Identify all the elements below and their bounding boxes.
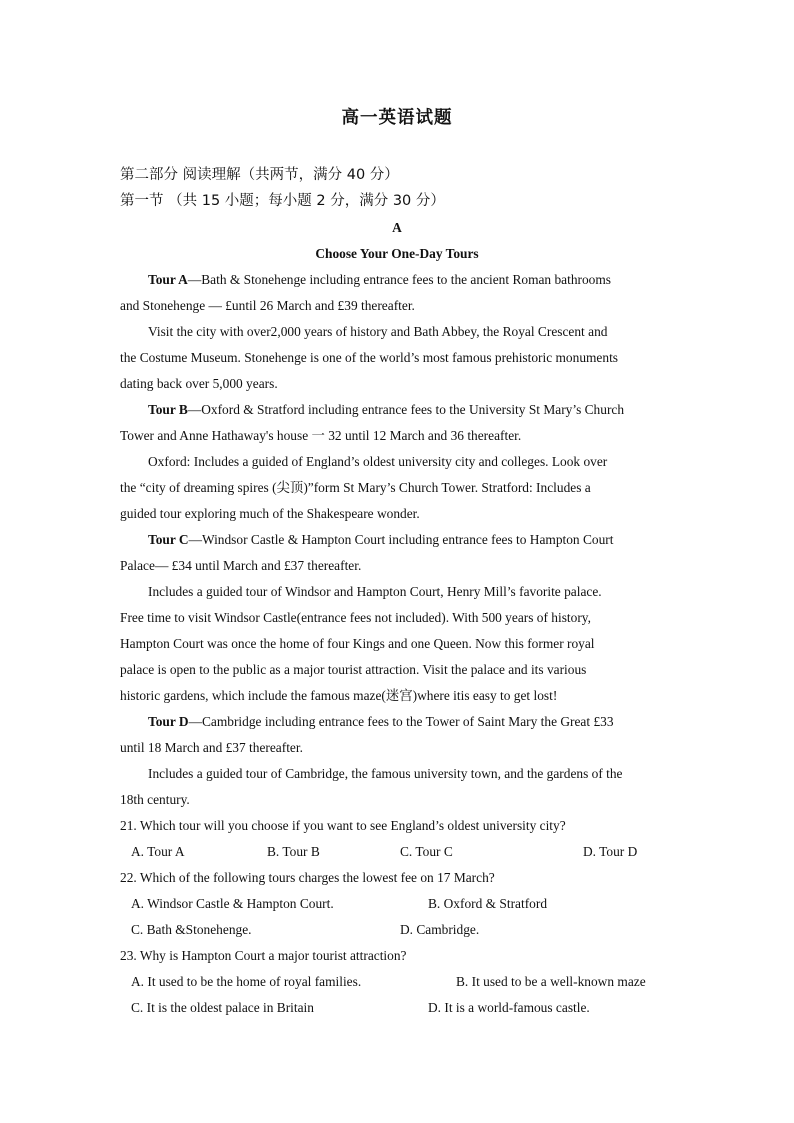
- tour-b-price: Tower and Anne Hathaway's house 一 32 until 12 March and 36 thereafter.: [120, 428, 522, 443]
- passage-title: Choose Your One-Day Tours: [315, 246, 479, 261]
- q22-option-d: D. Cambridge.: [400, 922, 480, 937]
- tour-b-label: Tour B: [148, 402, 188, 417]
- tour-c-label: Tour C: [148, 532, 189, 547]
- q22-option-a: A. Windsor Castle & Hampton Court.: [131, 896, 334, 911]
- tour-d-heading: [148, 712, 708, 732]
- tour-d-text: —Cambridge including entrance fees to the Tower of Saint Mary the Great £33: [188, 714, 614, 729]
- tour-c-desc-1: Includes a guided tour of Windsor and Hampton Court, Henry Mill’s favorite palace.: [148, 584, 602, 599]
- tour-c-price: Palace— £34 until March and £37 thereafter.: [120, 558, 362, 573]
- passage-letter: A: [392, 220, 402, 235]
- q23-option-b: B. It used to be a well-known maze: [456, 974, 646, 989]
- tour-a-desc-3: dating back over 5,000 years.: [120, 376, 278, 391]
- q21-option-d: D. Tour D: [583, 844, 638, 859]
- q23-option-c: C. It is the oldest palace in Britain: [131, 1000, 314, 1015]
- q21-option-a: A. Tour A: [131, 844, 185, 859]
- page-title: 高一英语试题: [341, 108, 453, 128]
- q21-option-c: C. Tour C: [400, 844, 453, 859]
- tour-a-label: Tour A: [148, 272, 188, 287]
- tour-c-heading: [148, 530, 708, 550]
- tour-d-price: until 18 March and £37 thereafter.: [120, 740, 303, 755]
- tour-d-desc-1: Includes a guided tour of Cambridge, the famous university town, and the gardens of the: [148, 766, 623, 781]
- tour-a-text: —Bath & Stonehenge including entrance fees to the ancient Roman bathrooms: [187, 272, 612, 287]
- tour-c-desc-2: Free time to visit Windsor Castle(entrance fees not included). With 500 years of history,: [120, 610, 591, 625]
- tour-b-text: —Oxford & Stratford including entrance fees to the University St Mary’s Church: [187, 402, 625, 417]
- tour-c-desc-4: palace is open to the public as a major tourist attraction. Visit the palace and its various: [120, 662, 587, 677]
- tour-b-desc-3: guided tour exploring much of the Shakespeare wonder.: [120, 506, 420, 521]
- tour-b-heading: [148, 400, 708, 420]
- question-23-stem: 23. Why is Hampton Court a major tourist attraction?: [120, 948, 407, 963]
- q21-option-b: B. Tour B: [267, 844, 320, 859]
- q23-option-d: D. It is a world-famous castle.: [428, 1000, 590, 1015]
- tour-c-desc-3: Hampton Court was once the home of four Kings and one Queen. Now this former royal: [120, 636, 595, 651]
- q22-option-b: B. Oxford & Stratford: [428, 896, 548, 911]
- tour-a-price: and Stonehenge — £until 26 March and £39 thereafter.: [120, 298, 415, 313]
- tour-d-desc-2: 18th century.: [120, 792, 190, 807]
- tour-b-desc-1: Oxford: Includes a guided of England’s oldest university city and colleges. Look over: [148, 454, 608, 469]
- question-21-stem: 21. Which tour will you choose if you want to see England’s oldest university city?: [120, 818, 566, 833]
- tour-d-label: Tour D: [148, 714, 189, 729]
- subsection-heading: 第一节 （共 15 小题；每小题 2 分，满分 30 分）: [120, 193, 445, 209]
- tour-a-heading: [148, 270, 708, 290]
- tour-c-desc-5: historic gardens, which include the famous maze(迷宫)where itis easy to get lost!: [120, 688, 558, 703]
- tour-b-desc-2: the “city of dreaming spires (尖顶)”form St Mary’s Church Tower. Stratford: Includes a: [120, 480, 591, 495]
- tour-a-desc-1: Visit the city with over2,000 years of history and Bath Abbey, the Royal Crescent and: [148, 324, 608, 339]
- tour-a-desc-2: the Costume Museum. Stonehenge is one of the world’s most famous prehistoric monuments: [120, 350, 618, 365]
- question-22-stem: 22. Which of the following tours charges the lowest fee on 17 March?: [120, 870, 495, 885]
- section-heading: 第二部分 阅读理解（共两节，满分 40 分）: [120, 167, 399, 183]
- tour-c-text: —Windsor Castle & Hampton Court including entrance fees to Hampton Court: [188, 532, 614, 547]
- q23-option-a: A. It used to be the home of royal families.: [131, 974, 362, 989]
- q22-option-c: C. Bath &Stonehenge.: [131, 922, 252, 937]
